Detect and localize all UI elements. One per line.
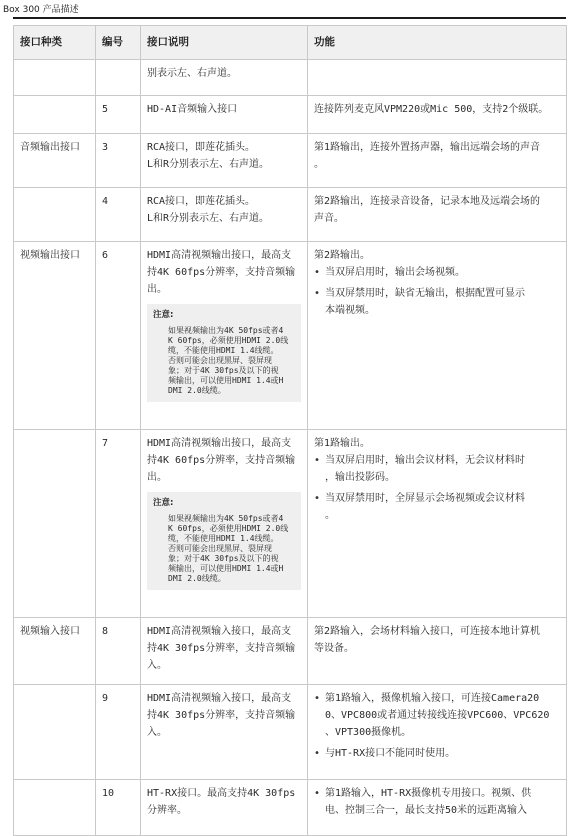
text-line: 。 — [314, 159, 324, 170]
text-line: 声音。 — [314, 213, 344, 224]
bullet-item — [314, 690, 560, 741]
description-cell — [141, 618, 308, 685]
text-line: 持4K 30fps分辨率，支持音频输 — [147, 643, 296, 654]
bullet-line: 0、VPC800或者通过转接线连接VPC600、VPC620 — [325, 710, 550, 721]
category-cell — [14, 430, 96, 618]
table-row — [14, 685, 567, 780]
function-cell — [308, 430, 567, 618]
text-line: 持4K 60fps分辨率，支持音频输 — [147, 455, 296, 466]
header-rule — [13, 17, 566, 19]
number-cell: 9 — [96, 685, 141, 780]
description-cell — [141, 685, 308, 780]
text-line: 否则可能会出现黑屏、裂屏现 — [168, 544, 272, 553]
description-cell — [141, 430, 308, 618]
note-title: 注意: — [153, 310, 174, 320]
category-cell: 视频输出接口 — [14, 242, 96, 430]
text-line: HT-RX接口。最高支持4K 30fps — [147, 788, 296, 799]
function-cell — [308, 134, 567, 188]
bullet-line: 电、控制三合一，最长支持50米的远距离输入 — [325, 805, 528, 816]
function-cell — [308, 242, 567, 430]
text-line: 否则可能会出现黑屏、裂屏现 — [168, 356, 272, 365]
function-bullets — [314, 785, 560, 819]
note-title: 注意: — [153, 498, 174, 508]
function-cell — [308, 618, 567, 685]
number-cell: 10 — [96, 780, 141, 836]
bullet-line: • 当双屏禁用时，全屏显示会场视频或会议材料 — [325, 493, 525, 504]
table-row — [14, 618, 567, 685]
category-cell — [14, 60, 96, 96]
text-line: 出。 — [147, 284, 167, 295]
description-cell — [141, 96, 308, 134]
bullet-item — [314, 490, 560, 524]
description-cell — [141, 780, 308, 836]
description-cell — [141, 134, 308, 188]
text-line: K 60fps，必须使用HDMI 2.0线 — [168, 524, 289, 533]
text-line: L和R分别表示左、右声道。 — [147, 213, 270, 224]
col-header-category: 接口种类 — [14, 26, 96, 60]
col-header-description: 接口说明 — [141, 26, 308, 60]
number-cell: 7 — [96, 430, 141, 618]
table-row — [14, 60, 567, 96]
function-bullets — [314, 690, 560, 762]
bullet-line: 。 — [325, 510, 335, 521]
category-cell — [14, 188, 96, 242]
bullet-item — [314, 264, 560, 281]
text-line: DMI 2.0线缆。 — [168, 386, 226, 395]
number-cell: 3 — [96, 134, 141, 188]
description-cell — [141, 60, 308, 96]
text-line: 缆，不能使用HDMI 1.4线缆。 — [168, 346, 279, 355]
bullet-item — [314, 452, 560, 486]
text-line: 频输出，可以使用HDMI 1.4或H — [168, 564, 284, 573]
col-header-number: 编号 — [96, 26, 141, 60]
text-line: L和R分别表示左、右声道。 — [147, 159, 270, 170]
number-cell: 4 — [96, 188, 141, 242]
bullet-line: • 当双屏禁用时，缺省无输出，根据配置可显示 — [325, 288, 525, 299]
table-row — [14, 188, 567, 242]
text-line: 如果视频输出为4K 50fps或者4 — [168, 326, 284, 335]
bullet-line: 本端视频。 — [325, 305, 375, 316]
table-row — [14, 242, 567, 430]
text-line: 如果视频输出为4K 50fps或者4 — [168, 514, 284, 523]
col-header-function: 功能 — [308, 26, 567, 60]
note-box — [147, 304, 301, 402]
text-line: RCA接口，即莲花插头。 — [147, 142, 256, 153]
bullet-line: 、VPT300摄像机。 — [325, 727, 412, 738]
number-cell: 5 — [96, 96, 141, 134]
bullet-line: • 第1路输入，HT-RX摄像机专用接口。视频、供 — [325, 788, 532, 799]
note-box — [147, 492, 301, 590]
description-cell — [141, 188, 308, 242]
number-cell — [96, 60, 141, 96]
category-cell — [14, 685, 96, 780]
text-line: HD-AI音频输入接口 — [147, 104, 238, 115]
text-line: 入。 — [147, 660, 167, 671]
text-line: 象；对于4K 30fps及以下的视 — [168, 366, 279, 375]
function-cell — [308, 60, 567, 96]
text-line: 等设备。 — [314, 643, 354, 654]
text-line: 入。 — [147, 727, 167, 738]
text-line: 连接阵列麦克风VPM220或Mic 500，支持2个级联。 — [314, 104, 549, 115]
text-line: K 60fps，必须使用HDMI 2.0线 — [168, 336, 289, 345]
function-bullets — [314, 264, 560, 319]
table-row — [14, 780, 567, 836]
function-bullets — [314, 452, 560, 524]
function-title: 第1路输出。 — [314, 438, 371, 449]
text-line: DMI 2.0线缆。 — [168, 574, 226, 583]
text-line: HDMI高清视频输入接口，最高支 — [147, 693, 292, 704]
text-line: HDMI高清视频输入接口，最高支 — [147, 626, 292, 637]
category-cell: 视频输入接口 — [14, 618, 96, 685]
text-line: 缆，不能使用HDMI 1.4线缆。 — [168, 534, 279, 543]
text-line: 出。 — [147, 472, 167, 483]
function-title: 第2路输出。 — [314, 250, 371, 261]
interface-table — [13, 25, 567, 836]
note-text — [153, 326, 295, 396]
text-line: 持4K 30fps分辨率，支持音频输 — [147, 710, 296, 721]
function-cell — [308, 96, 567, 134]
bullet-item — [314, 785, 560, 819]
text-line: 频输出，可以使用HDMI 1.4或H — [168, 376, 284, 385]
category-cell: 音频输出接口 — [14, 134, 96, 188]
number-cell: 8 — [96, 618, 141, 685]
table-header-row — [14, 26, 567, 60]
text-line: RCA接口，即莲花插头。 — [147, 196, 256, 207]
bullet-line: • 第1路输入，摄像机输入接口，可连接Camera20 — [325, 693, 540, 704]
bullet-line: ，输出投影码。 — [325, 472, 395, 483]
function-cell — [308, 780, 567, 836]
bullet-item — [314, 285, 560, 319]
page-header: Box 300 产品描述 — [3, 5, 79, 15]
text-line: 第1路输出，连接外置扬声器，输出远端会场的声音 — [314, 142, 541, 153]
table-row — [14, 134, 567, 188]
number-cell: 6 — [96, 242, 141, 430]
note-text — [153, 514, 295, 584]
text-line: HDMI高清视频输出接口，最高支 — [147, 250, 292, 261]
category-cell — [14, 96, 96, 134]
text-line: 分辨率。 — [147, 805, 187, 816]
table-row — [14, 96, 567, 134]
text-line: HDMI高清视频输出接口，最高支 — [147, 438, 292, 449]
text-line: 第2路输入，会场材料输入接口，可连接本地计算机 — [314, 626, 541, 637]
table-row — [14, 430, 567, 618]
bullet-item — [314, 745, 560, 762]
text-line: 象；对于4K 30fps及以下的视 — [168, 554, 279, 563]
bullet-line: • 与HT-RX接口不能同时使用。 — [325, 748, 456, 759]
text-line: 第2路输出，连接录音设备，记录本地及远端会场的 — [314, 196, 541, 207]
bullet-line: • 当双屏启用时，输出会场视频。 — [325, 267, 465, 278]
bullet-line: • 当双屏启用时，输出会议材料，无会议材料时 — [325, 455, 525, 466]
function-cell — [308, 685, 567, 780]
text-line: 持4K 60fps分辨率，支持音频输 — [147, 267, 296, 278]
category-cell — [14, 780, 96, 836]
description-cell — [141, 242, 308, 430]
function-cell — [308, 188, 567, 242]
text-line: 别表示左、右声道。 — [147, 68, 237, 79]
